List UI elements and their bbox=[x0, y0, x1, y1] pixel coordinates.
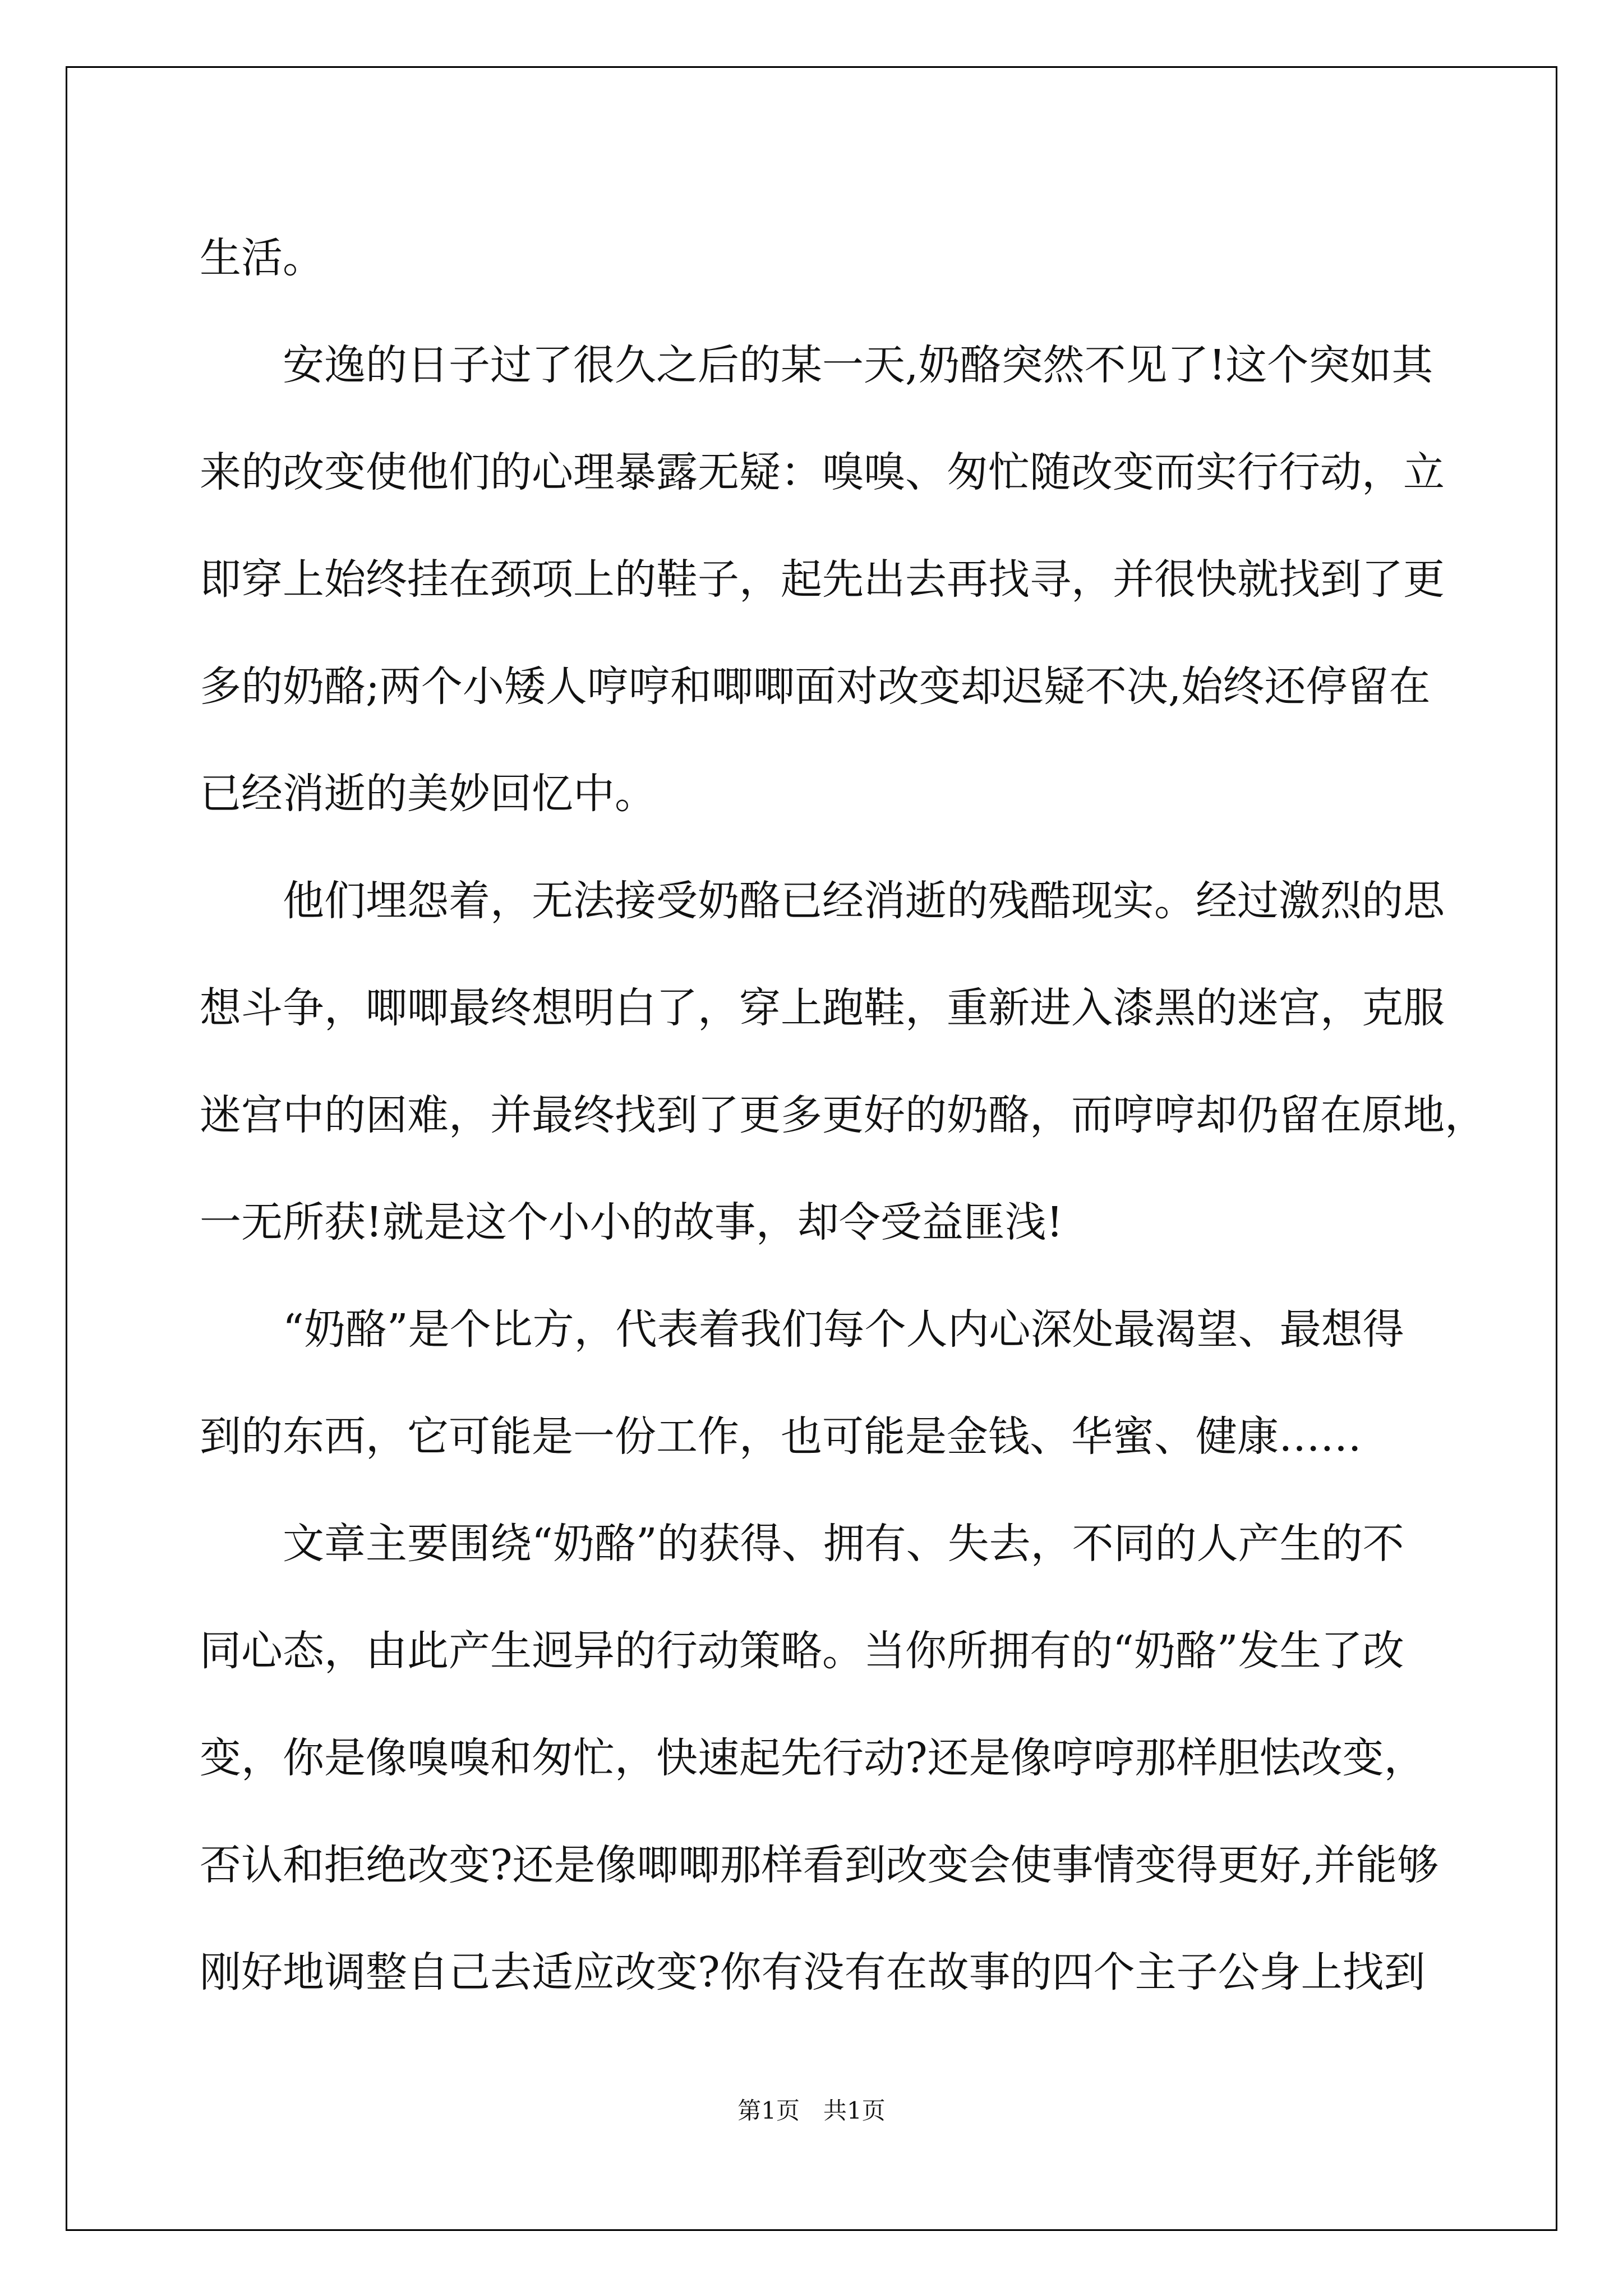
text-line: 他们埋怨着，无法接受奶酪已经消逝的残酷现实。经过激烈的思 bbox=[283, 877, 1445, 925]
page-number-footer: 第1页 共1页 bbox=[737, 2097, 886, 2124]
text-line: 到的东西，它可能是一份工作，也可能是金钱、华蜜、健康…… bbox=[200, 1412, 1362, 1461]
text-line: “奶酪”是个比方，代表着我们每个人内心深处最渴望、最想得 bbox=[283, 1305, 1404, 1354]
text-line: 文章主要围绕“奶酪”的获得、拥有、失去，不同的人产生的不 bbox=[283, 1520, 1404, 1568]
text-line: 否认和拒绝改变?还是像唧唧那样看到改变会使事情变得更好,并能够 bbox=[200, 1841, 1439, 1889]
text-line: 同心态，由此产生迥异的行动策略。当你所拥有的“奶酪”发生了改 bbox=[200, 1627, 1404, 1675]
text-line: 安逸的日子过了很久之后的某一天,奶酪突然不见了!这个突如其 bbox=[283, 341, 1433, 389]
text-line: 一无所获!就是这个小小的故事，却令受益匪浅! bbox=[200, 1198, 1063, 1246]
text-line: 多的奶酪;两个小矮人哼哼和唧唧面对改变却迟疑不决,始终还停留在 bbox=[200, 662, 1431, 711]
text-line: 想斗争，唧唧最终想明白了，穿上跑鞋，重新进入漆黑的迷宫，克服 bbox=[200, 984, 1445, 1032]
text-line: 迷宫中的困难，并最终找到了更多更好的奶酪，而哼哼却仍留在原地， bbox=[200, 1091, 1486, 1139]
document-body bbox=[200, 205, 1486, 2026]
text-line: 来的改变使他们的心理暴露无疑：嗅嗅、匆忙随改变而实行行动，立 bbox=[200, 448, 1445, 496]
text-line: 变，你是像嗅嗅和匆忙，快速起先行动?还是像哼哼那样胆怯改变， bbox=[200, 1734, 1426, 1782]
text-line: 即穿上始终挂在颈项上的鞋子，起先出去再找寻，并很快就找到了更 bbox=[200, 555, 1445, 604]
text-line: 生活。 bbox=[200, 234, 324, 282]
text-line: 刚好地调整自己去适应改变?你有没有在故事的四个主子公身上找到 bbox=[200, 1948, 1426, 1996]
text-line: 已经消逝的美妙回忆中。 bbox=[200, 770, 656, 818]
